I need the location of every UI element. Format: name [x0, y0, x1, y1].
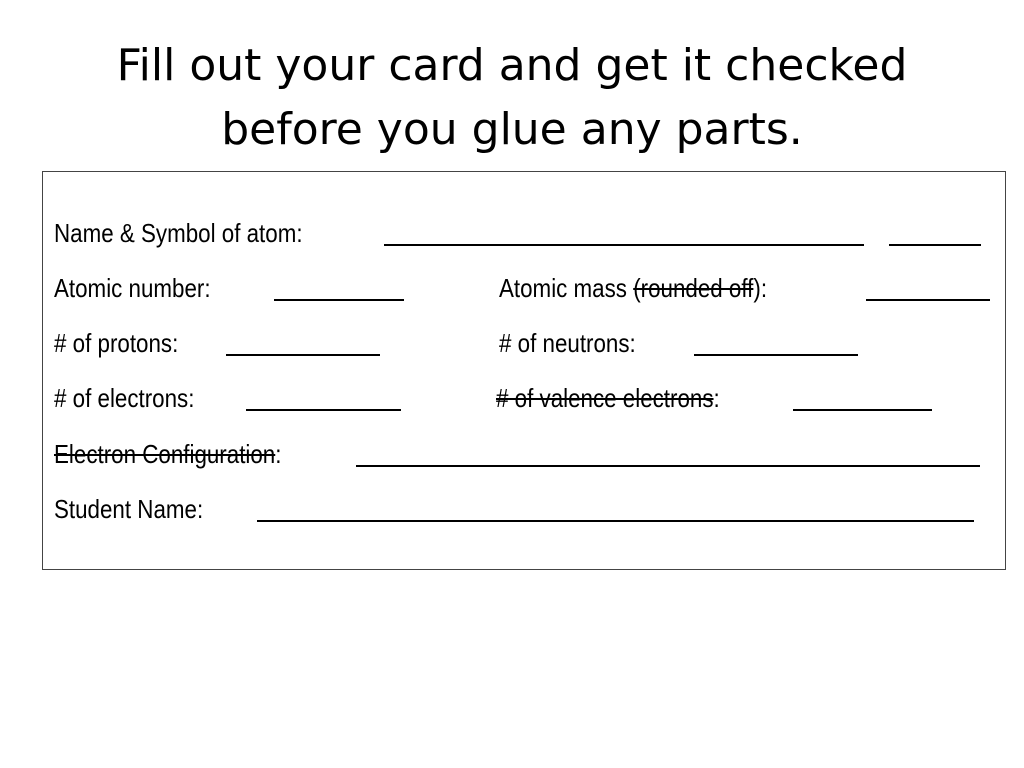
symbol-blank[interactable]: [889, 244, 981, 246]
protons-blank[interactable]: [226, 354, 380, 356]
title-line-1: Fill out your card and get it checked: [116, 40, 908, 91]
valence-struck-text: # of valence electrons: [496, 383, 714, 413]
student-name-label: Student Name:: [54, 494, 204, 524]
neutrons-blank[interactable]: [694, 354, 858, 356]
protons-label: # of protons:: [54, 328, 179, 358]
title-line-2: before you glue any parts.: [221, 104, 803, 155]
atomic-mass-blank[interactable]: [866, 299, 990, 301]
config-struck-text: Electron Configuration: [54, 439, 276, 469]
name-blank[interactable]: [384, 244, 864, 246]
atomic-mass-label: Atomic mass (rounded off):: [499, 273, 768, 303]
neutrons-label: # of neutrons:: [499, 328, 636, 358]
element-card-form: [42, 171, 1006, 570]
config-label: Electron Configuration:: [54, 439, 282, 469]
name-symbol-label: Name & Symbol of atom:: [54, 218, 303, 248]
atomic-number-label: Atomic number:: [54, 273, 211, 303]
electrons-label: # of electrons:: [54, 383, 195, 413]
atomic-mass-struck-text: (rounded off: [633, 273, 754, 303]
student-name-blank[interactable]: [257, 520, 974, 522]
valence-label: # of valence electrons:: [496, 383, 720, 413]
electrons-blank[interactable]: [246, 409, 401, 411]
slide-title: [0, 34, 1024, 162]
valence-blank[interactable]: [793, 409, 932, 411]
config-blank[interactable]: [356, 465, 980, 467]
atomic-number-blank[interactable]: [274, 299, 404, 301]
